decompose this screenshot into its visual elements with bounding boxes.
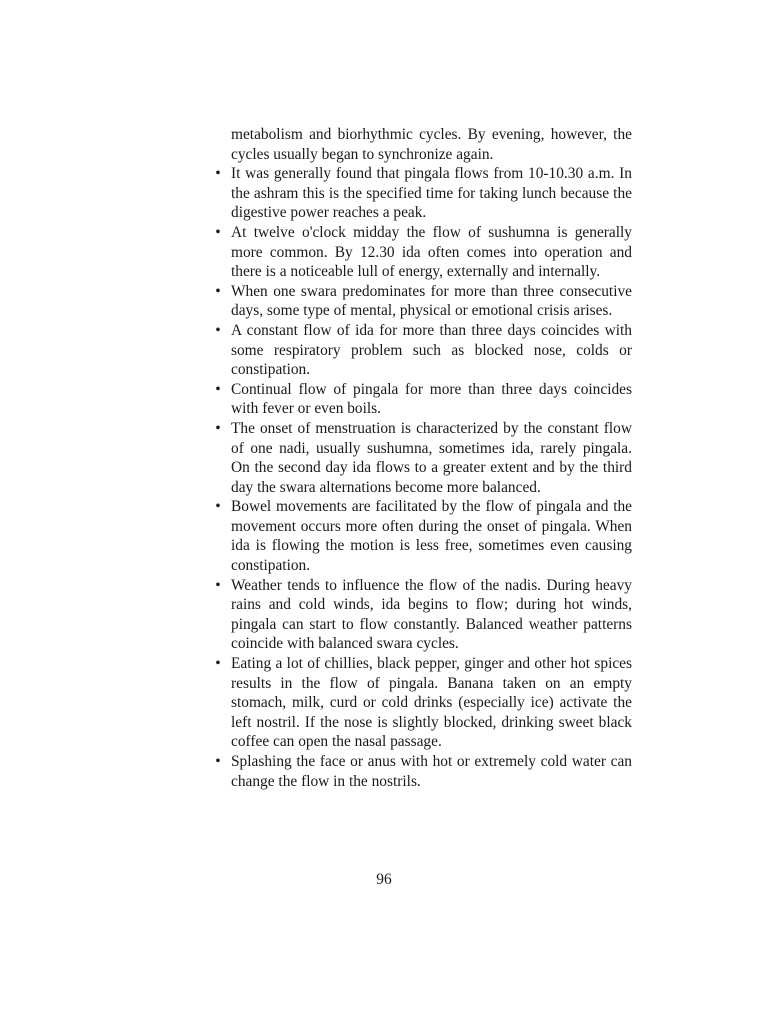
bullet-text: A constant flow of ida for more than three days coincides with some respiratory problem such as blocked nose, colds or constipation. xyxy=(231,321,632,379)
bullet-text: Eating a lot of chillies, black pepper, ginger and other hot spices results in the flow of pingala. Banana taken on an empty stomach, milk, curd or cold drinks (especially ice) activate the left nostril. If the nose is slightly blocked, drinking sweet black coffee can open the nasal passage. xyxy=(231,655,632,751)
bullet-text: It was generally found that pingala flows from 10-10.30 a.m. In the ashram this is the specified time for taking lunch because the digestive power reaches a peak. xyxy=(231,165,632,222)
bullet-item xyxy=(215,752,632,791)
bullet-icon: • xyxy=(215,321,221,339)
bullet-icon: • xyxy=(215,380,221,398)
bullet-text: Continual flow of pingala for more than three days coincides with fever or even boils. xyxy=(231,380,632,418)
bullet-text: Bowel movements are facilitated by the flow of pingala and the movement occurs more often during the onset of pingala. When ida is flowing the motion is less free, sometimes even causing constipation. xyxy=(231,498,632,575)
bullet-item xyxy=(215,164,632,223)
bullet-text: Splashing the face or anus with hot or extremely cold water can change the flow in the nostrils. xyxy=(231,753,632,790)
bullet-item xyxy=(215,380,632,419)
bullet-icon: • xyxy=(215,282,221,300)
bullet-item xyxy=(215,576,632,654)
bullet-icon: • xyxy=(215,419,221,437)
bullet-text: When one swara predominates for more than three consecutive days, some type of mental, physical or emotional crisis arises. xyxy=(231,282,632,320)
page-number: 96 xyxy=(376,871,392,888)
bullet-text: The onset of menstruation is characterized by the constant flow of one nadi, usually sushumna, sometimes ida, rarely pingala. On the second day ida flows to a greater extent and by the third day the swara alternations become more balanced. xyxy=(231,419,632,496)
bullet-text: At twelve o'clock midday the flow of sushumna is generally more common. By 12.30 ida often comes into operation and there is a noticeable lull of energy, externally and internally. xyxy=(231,223,632,281)
bullet-item xyxy=(215,223,632,282)
bullet-list xyxy=(215,164,632,791)
continuation-paragraph: metabolism and biorhythmic cycles. By evening, however, the cycles usually began to synchronize again. xyxy=(231,126,632,163)
bullet-icon: • xyxy=(215,165,221,183)
text-block xyxy=(215,125,632,791)
bullet-icon: • xyxy=(215,498,221,516)
bullet-icon: • xyxy=(215,576,221,594)
bullet-icon: • xyxy=(215,753,221,770)
bullet-item xyxy=(215,282,632,321)
bullet-icon: • xyxy=(215,655,221,673)
bullet-item xyxy=(215,654,632,752)
bullet-icon: • xyxy=(215,223,221,241)
bullet-item xyxy=(215,419,632,497)
bullet-item xyxy=(215,321,632,380)
bullet-text: Weather tends to influence the flow of the nadis. During heavy rains and cold winds, ida begins to flow; during hot winds, pingala can start to flow constantly. Balanced weather patterns coincide with balanced swara cycles. xyxy=(231,576,632,653)
bullet-item xyxy=(215,497,632,575)
